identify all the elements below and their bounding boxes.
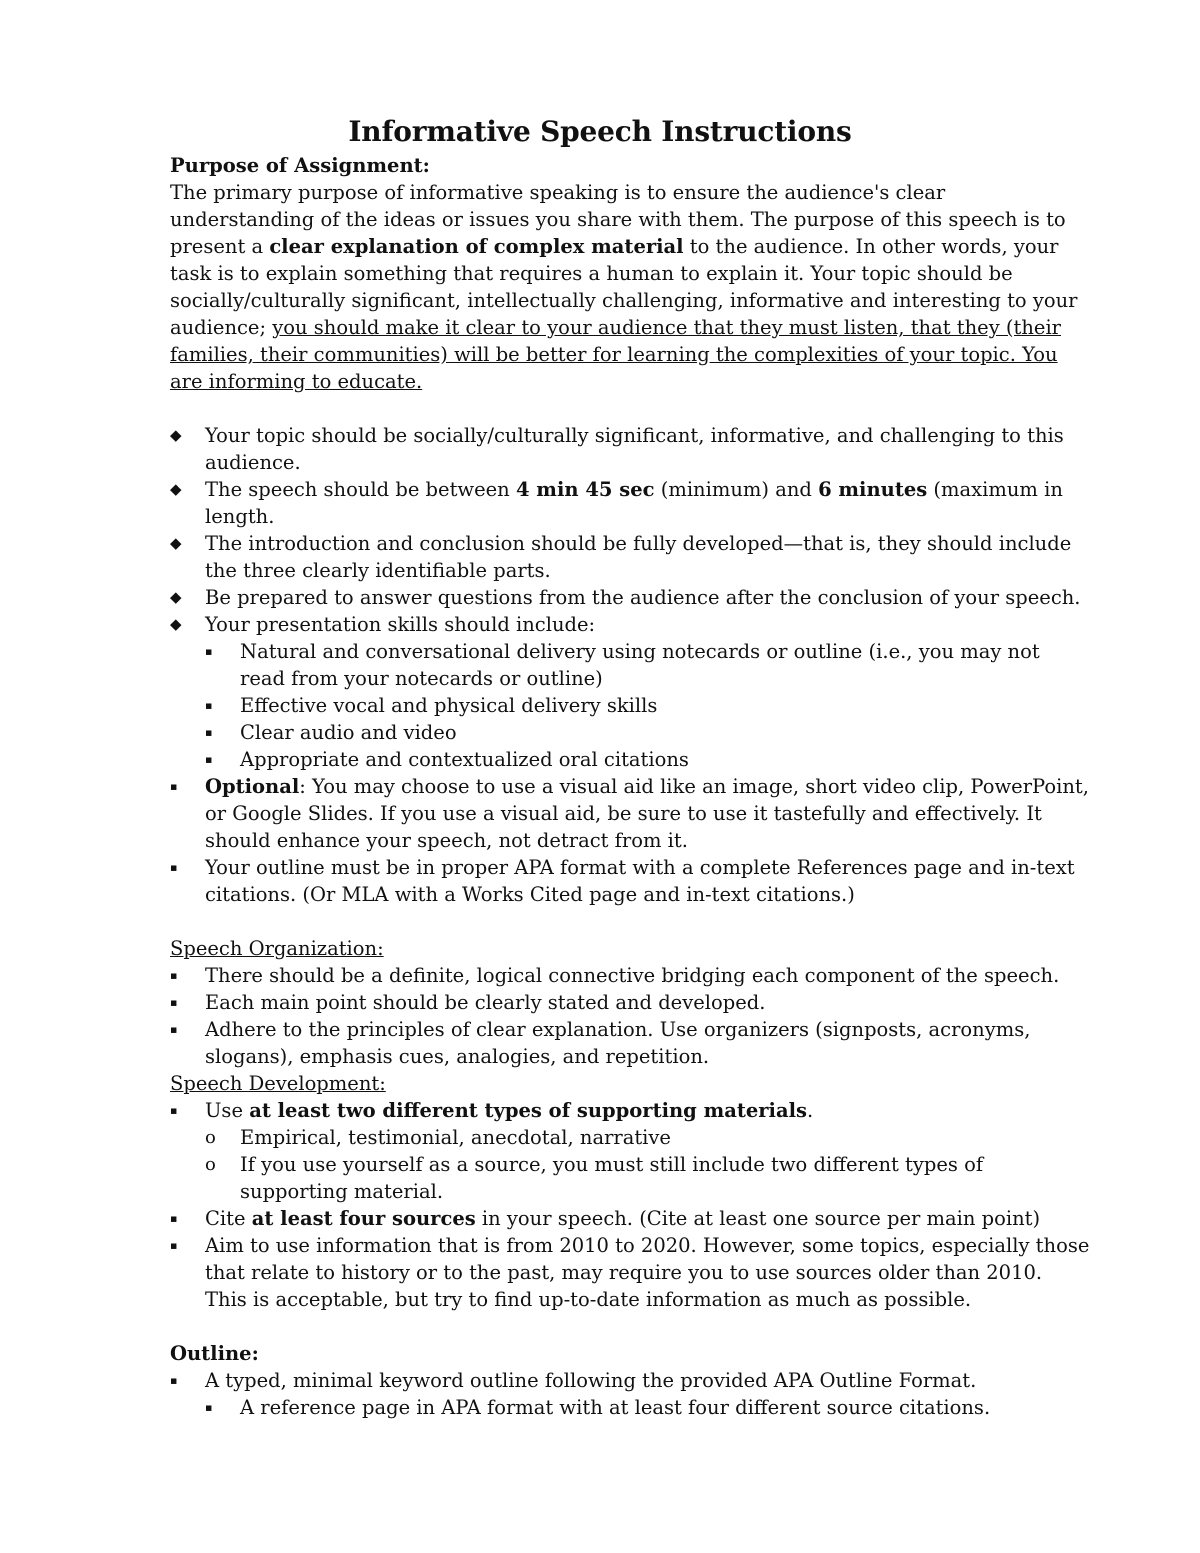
list-item — [170, 476, 1090, 530]
sub-list-item — [170, 692, 1090, 719]
page-title: Informative Speech Instructions — [348, 115, 852, 148]
list-item-bold: at least two different types of supporting materials — [249, 1099, 807, 1122]
square-bullet-icon: ▪ — [170, 1104, 178, 1117]
list-item — [170, 989, 1090, 1016]
list-item-text: in your speech. (Cite at least one source per main point) — [475, 1207, 1041, 1230]
organization-list — [170, 962, 1090, 1070]
circle-bullet-icon: o — [205, 1127, 216, 1148]
purpose-paragraph — [170, 179, 1090, 395]
list-item — [170, 1097, 1090, 1124]
list-item-text: (minimum) and — [654, 478, 819, 501]
square-bullet-icon: ▪ — [170, 1239, 178, 1252]
square-bullet-icon: ▪ — [170, 1023, 178, 1036]
list-item-text: Clear audio and video — [240, 721, 457, 744]
square-bullet-icon: ▪ — [205, 726, 213, 739]
square-bullet-icon: ▪ — [170, 1212, 178, 1225]
sub-list-item — [170, 746, 1090, 773]
square-bullet-icon: ▪ — [170, 861, 178, 874]
diamond-bullet-icon: ◆ — [170, 534, 182, 552]
requirements-list — [170, 422, 1090, 908]
list-item-text: Cite — [205, 1207, 252, 1230]
diamond-bullet-icon: ◆ — [170, 615, 182, 633]
list-item-text: Natural and conversational delivery using notecards or outline (i.e., you may not read from your notecards or outline) — [240, 640, 1040, 690]
list-item — [170, 1016, 1090, 1070]
optional-label: Optional — [205, 775, 300, 798]
sub-list-item — [170, 719, 1090, 746]
list-item-text: . — [806, 1099, 814, 1122]
list-item-text: Be prepared to answer questions from the audience after the conclusion of your speech. — [205, 586, 1081, 609]
list-item-text: There should be a definite, logical connective bridging each component of the speech. — [205, 964, 1060, 987]
development-heading: Speech Development: — [170, 1072, 386, 1095]
square-bullet-icon: ▪ — [205, 699, 213, 712]
list-item — [170, 611, 1090, 638]
square-bullet-icon: ▪ — [170, 780, 178, 793]
development-list — [170, 1097, 1090, 1313]
purpose-underline: you should make it clear to your audience that they must listen, that they (their families, their communities) will be better for learning the complexities of your topic. You are informing to educate. — [170, 316, 1062, 393]
list-item-text: The introduction and conclusion should be fully developed—that is, they should include the three clearly identifiable parts. — [205, 532, 1072, 582]
list-item-text: Use — [205, 1099, 250, 1122]
list-item-bold: at least four sources — [251, 1207, 476, 1230]
list-item — [170, 1232, 1090, 1313]
sub-list-item — [170, 1124, 1090, 1151]
list-item-text: Each main point should be clearly stated and developed. — [205, 991, 766, 1014]
list-item-text: Empirical, testimonial, anecdotal, narrative — [240, 1126, 671, 1149]
square-bullet-icon: ▪ — [205, 753, 213, 766]
list-item — [170, 584, 1090, 611]
list-item-text: The speech should be between — [205, 478, 516, 501]
diamond-bullet-icon: ◆ — [170, 480, 182, 498]
purpose-text-2: to the audience. In other words, your task is to explain something that requires a human to explain it. Your topic should be socially/culturally significant, intellectually challenging, informative and interesting to your audience; — [170, 235, 1078, 339]
purpose-text-1: The primary purpose of informative speaking is to ensure the audience's clear understanding of the ideas or issues you share with them. The purpose of this speech is to present a — [170, 181, 1066, 258]
outline-list — [170, 1367, 1090, 1421]
list-item — [170, 422, 1090, 476]
square-bullet-icon: ▪ — [170, 1374, 178, 1387]
list-item-text: : You may choose to use a visual aid like an image, short video clip, PowerPoint, or Google Slides. If you use a visual aid, be sure to use it tastefully and effectively. It should enhance your speech, not detract from it. — [205, 775, 1089, 852]
list-item-text: Appropriate and contextualized oral citations — [240, 748, 689, 771]
max-length: 6 minutes — [818, 478, 928, 501]
list-item-text: Your outline must be in proper APA format with a complete References page and in-text citations. (Or MLA with a Works Cited page and in-text citations.) — [205, 856, 1075, 906]
square-bullet-icon: ▪ — [170, 969, 178, 982]
list-item — [170, 1367, 1090, 1394]
min-length: 4 min 45 sec — [515, 478, 655, 501]
list-item — [170, 854, 1090, 908]
list-item — [170, 1205, 1090, 1232]
diamond-bullet-icon: ◆ — [170, 588, 182, 606]
square-bullet-icon: ▪ — [205, 1401, 213, 1414]
diamond-bullet-icon: ◆ — [170, 426, 182, 444]
list-item-text: A reference page in APA format with at least four different source citations. — [240, 1396, 991, 1419]
sub-list-item — [170, 1151, 1090, 1205]
list-item-text: Aim to use information that is from 2010 to 2020. However, some topics, especially those that relate to history or to the past, may require you to use sources older than 2010. This is acceptable, but try to find up-to-date information as much as possible. — [205, 1234, 1090, 1311]
list-item-text: A typed, minimal keyword outline following the provided APA Outline Format. — [205, 1369, 977, 1392]
square-bullet-icon: ▪ — [205, 645, 213, 658]
purpose-bold: clear explanation of complex material — [269, 235, 684, 258]
list-item-text: Your topic should be socially/culturally significant, informative, and challenging to this audience. — [205, 424, 1064, 474]
circle-bullet-icon: o — [205, 1154, 216, 1175]
purpose-heading: Purpose of Assignment: — [170, 154, 430, 177]
sub-list-item — [170, 638, 1090, 692]
list-item-text: Your presentation skills should include: — [205, 613, 596, 636]
list-item — [170, 773, 1090, 854]
sub-list-item — [170, 1394, 1090, 1421]
list-item — [170, 962, 1090, 989]
outline-heading: Outline: — [170, 1342, 259, 1365]
list-item-text: If you use yourself as a source, you must still include two different types of supporting material. — [240, 1153, 984, 1203]
list-item-text: (maximum in length. — [205, 478, 1063, 528]
list-item-text: Effective vocal and physical delivery skills — [240, 694, 658, 717]
list-item — [170, 530, 1090, 584]
list-item-text: Adhere to the principles of clear explanation. Use organizers (signposts, acronyms, slogans), emphasis cues, analogies, and repetition. — [205, 1018, 1031, 1068]
square-bullet-icon: ▪ — [170, 996, 178, 1009]
organization-heading: Speech Organization: — [170, 937, 384, 960]
